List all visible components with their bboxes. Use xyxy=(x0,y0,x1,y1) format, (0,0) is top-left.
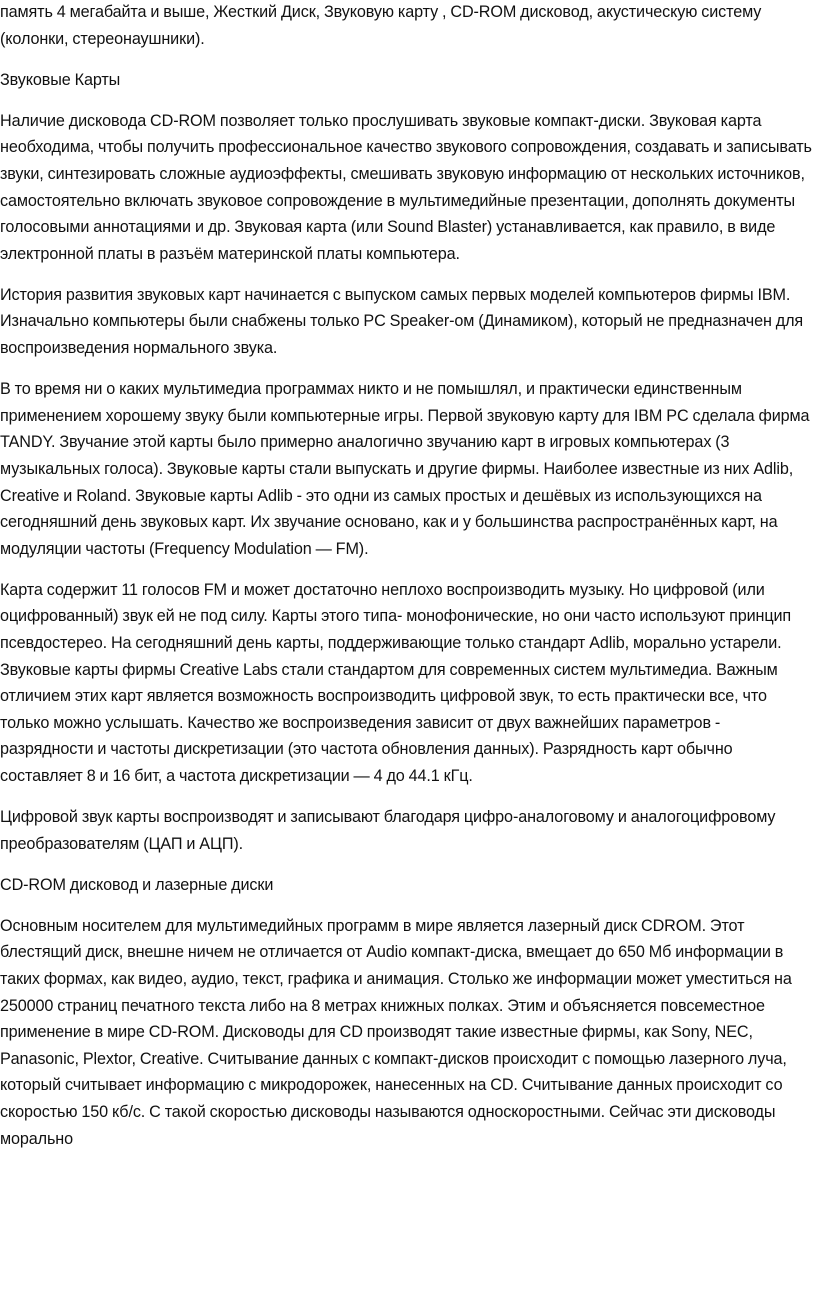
paragraph-dac-adc: Цифровой звук карты воспроизводят и записывают благодаря цифро-аналоговому и аналогоцифровому преобразователям (ЦАП и АЦП). xyxy=(0,808,776,853)
paragraph-early-sound-cards: В то время ни о каких мультимедиа программах никто и не помышлял, и практически единственным применением хорошему звуку были компьютерные игры. Первой звуковую карту для IBM PC сделала фирма TANDY. Звучание этой карты было примерно аналогично звучанию карт в игровых компьютерах (3 музыкальных голоса). Звуковые карты стали выпускать и другие фирмы. Наиболее известные из них Adlib, Creative и Roland. Звуковые карты Adlib - это одни из самых простых и дешёвых из использующихся на сегодняшний день звуковых карт. Их звучание основано, как и у большинства распространённых карт, на модуляции частоты (Frequency Modulation — FM). xyxy=(0,380,810,558)
paragraph-fm-voices: Карта содержит 11 голосов FM и может достаточно неплохо воспроизводить музыку. Но цифровой (или оцифрованный) звук ей не под силу. Карты этого типа- монофонические, но они часто используют принцип псевдостерео. На сегодняшний день карты, поддерживающие только стандарт Adlib, морально устарели. Звуковые карты фирмы Creative Labs стали стандартом для современных систем мультимедиа. Важным отличием этих карт является возможность воспроизводить цифровой звук, то есть практически все, что только можно услышать. Качество же воспроизведения зависит от двух важнейших параметров - разрядности и частоты дискретизации (это частота обновления данных). Разрядность карт обычно составляет 8 и 16 бит, а частота дискретизации — 4 до 44.1 кГц. xyxy=(0,580,792,785)
paragraph-sound-card-history: История развития звуковых карт начинается с выпуском самых первых моделей компьютеров фирмы IBM. Изначально компьютеры были снабжены только PC Speaker-ом (Динамиком), который не предназначен для воспроизведения нормального звука. xyxy=(0,285,804,358)
paragraph-cdrom-description: Основным носителем для мультимедийных программ в мире является лазерный диск CDROM. Этот блестящий диск, внешне ничем не отличается от Audio компакт-диска, вмещает до 650 Мб информации в таких формах, как видео, аудио, текст, графика и анимация. Столько же информации может уместиться на 250000 страниц печатного текста либо на 8 метрах книжных полках. Этим и объясняется повсеместное применение в мире CD-ROM. Дисководы для CD производят такие известные фирмы, как Sony, NEC, Panasonic, Plextor, Creative. Считывание данных с компакт-дисков происходит с помощью лазерного луча, который считывает информацию с микродорожек, нанесенных на CD. Считывание данных происходит со скоростью 150 кб/с. С такой скоростью дисководы называются односкоростными. Сейчас эти дисководы морально xyxy=(0,916,792,1148)
section-heading-cdrom: CD-ROM дисковод и лазерные диски xyxy=(0,875,274,894)
paragraph-sound-card-purpose: Наличие дисковода CD-ROM позволяет только прослушивать звуковые компакт-диски. Звуковая карта необходима, чтобы получить профессиональное качество звукового сопровождения, создавать и записывать звуки, синтезировать сложные аудиоэффекты, смешивать звуковую информацию от нескольких источников, самостоятельно включать звуковое сопровождение в мультимедийные презентации, дополнять документы голосовыми аннотациями и др. Звуковая карта (или Sound Blaster) устанавливается, как правило, в виде электронной платы в разъём материнской платы компьютера. xyxy=(0,111,812,263)
paragraph-intro-continuation: память 4 мегабайта и выше, Жесткий Диск, Звуковую карту , CD-ROM дисковод, акустическую систему (колонки, стереонаушники). xyxy=(0,3,762,48)
section-heading-sound-cards: Звуковые Карты xyxy=(0,70,121,89)
